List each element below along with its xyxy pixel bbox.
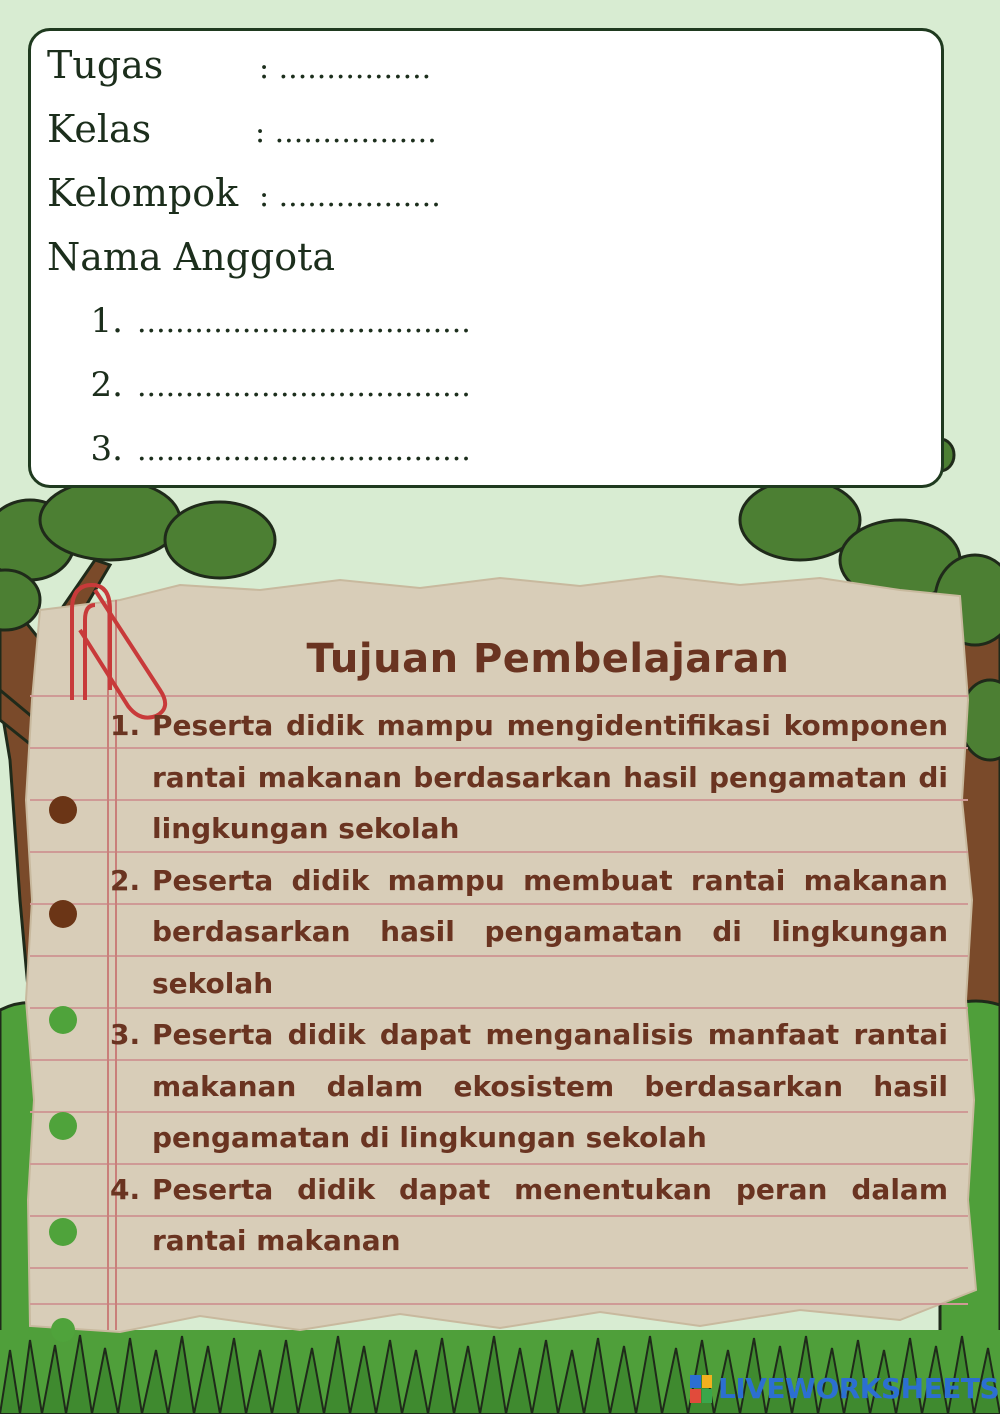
objective-number: 4. — [110, 1172, 141, 1206]
task-field[interactable]: : ................ — [259, 51, 432, 86]
objectives-title: Tujuan Pembelajaran — [306, 636, 790, 682]
objective-text: Peserta didik mampu membuat rantai makanan berdasarkan hasil pengamatan di lingkungan sekolah — [152, 863, 948, 1000]
objective-item — [110, 700, 948, 855]
group-row — [47, 171, 441, 215]
member-number: 1. — [90, 301, 123, 341]
group-label: Kelompok — [47, 171, 239, 215]
task-row — [47, 43, 431, 87]
objective-item — [110, 855, 948, 1010]
member-row — [71, 365, 471, 405]
objective-text: Peserta didik dapat menganalisis manfaat rantai makanan dalam ekosistem berdasarkan hasil pengamatan di lingkungan sekolah — [152, 1018, 948, 1154]
member-field[interactable]: ................................... — [137, 433, 471, 468]
objective-text: Peserta didik mampu mengidentifikasi komponen rantai makanan berdasarkan hasil pengamatan di lingkungan sekolah — [152, 709, 948, 845]
liveworksheets-watermark — [690, 1372, 999, 1405]
student-info-card — [28, 28, 944, 488]
learning-objectives-panel — [110, 636, 948, 1267]
task-label: Tugas — [47, 43, 164, 87]
objectives-list — [110, 700, 948, 1267]
objective-text: Peserta didik dapat menentukan peran dalam rantai makanan — [152, 1172, 948, 1257]
member-number: 3. — [90, 429, 123, 469]
objective-number: 2. — [110, 863, 141, 897]
group-field[interactable]: : ................. — [259, 179, 441, 214]
watermark-text: LIVEWORKSHEETS — [718, 1372, 1000, 1405]
member-row — [71, 429, 471, 469]
objective-number: 1. — [110, 709, 141, 742]
members-label: Nama Anggota — [47, 235, 336, 279]
objective-number: 3. — [110, 1018, 141, 1051]
member-field[interactable]: ................................... — [137, 305, 471, 340]
objective-item — [110, 1009, 948, 1164]
objective-item — [110, 1164, 948, 1267]
member-number: 2. — [90, 365, 123, 405]
class-row — [47, 107, 437, 151]
class-label: Kelas — [47, 107, 152, 151]
member-row — [71, 301, 471, 341]
member-field[interactable]: ................................... — [137, 369, 471, 404]
class-field[interactable]: : ................. — [255, 115, 437, 150]
members-heading — [47, 235, 335, 279]
liveworksheets-logo-icon — [690, 1375, 712, 1403]
